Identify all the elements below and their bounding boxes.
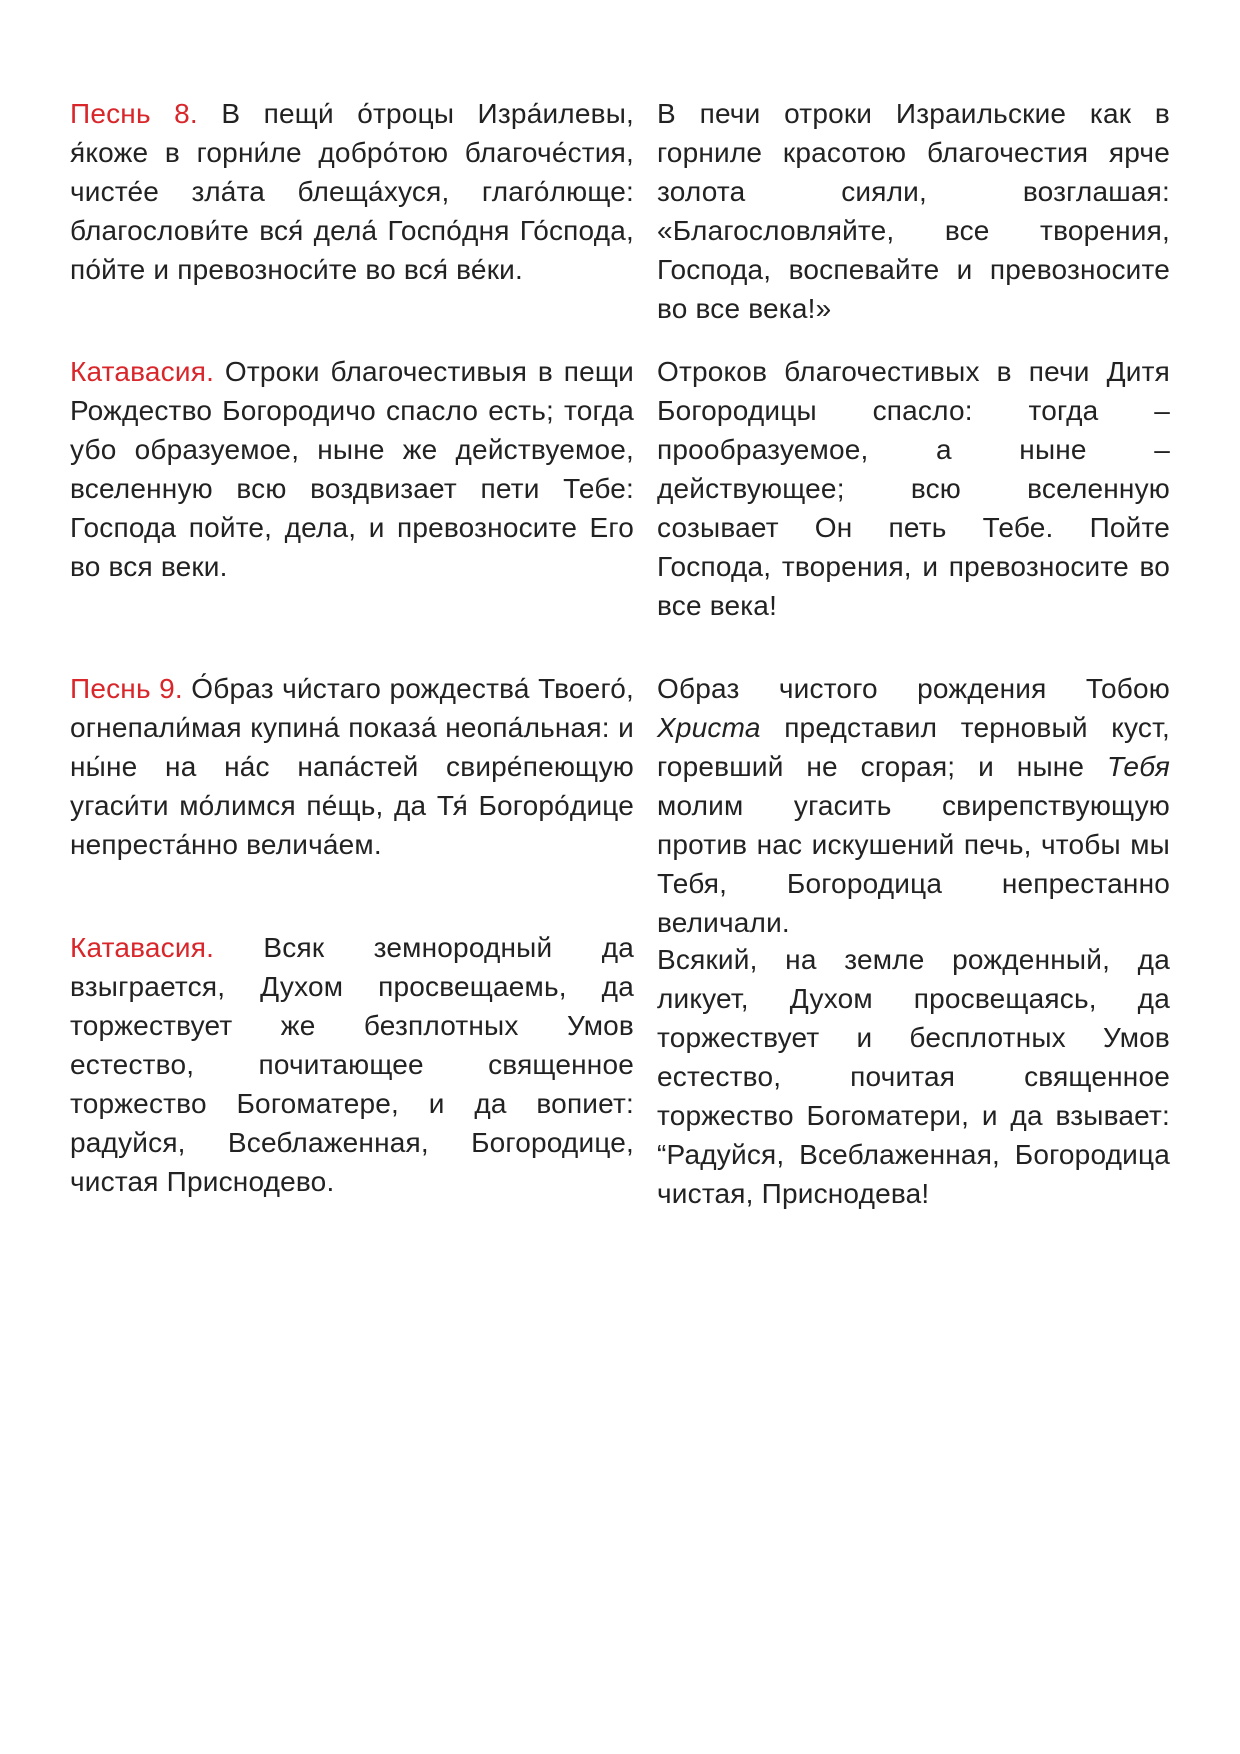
- canticle-9-russian-text-2: представил терновый куст, горевший не сгорая; и ныне: [657, 712, 1170, 782]
- katavasia-8-label: Катавасия.: [70, 356, 215, 387]
- canticle-8-russian-text: В печи отроки Израильские как в горниле красотою благочестия ярче золота сияли, возглашая: «Благословляйте, все творения, Господа, воспевайте и превозносите во все века!»: [657, 98, 1170, 324]
- canticle-8-russian: [657, 94, 1170, 328]
- canticle-8-church-slavonic: [70, 94, 634, 289]
- katavasia-9-russian-text: Всякий, на земле рожденный, да ликует, Духом просвещаясь, да торжествует и бесплотных Умов естество, почитая священное торжество Богоматери, и да взывает: “Радуйся, Всеблаженная, Богородица чистая, Приснодева!: [657, 944, 1170, 1209]
- katavasia-9-russian: [657, 940, 1170, 1213]
- canticle-9-church-text: О́браз чи́стаго рождества́ Твоего́, огнепали́мая купина́ показа́ неопа́льная: и ны́не на на́с напа́стей свире́пеющую угаси́ти мо́лимся пе́щь, да Тя́ Богоро́дице непреста́нно велича́ем.: [70, 673, 635, 860]
- katavasia-8-russian: [657, 352, 1170, 625]
- katavasia-8-church-text: Отроки благочестивыя в пещи Рождество Богородичо спасло есть; тогда убо образуемое, ныне же действуемое, вселенную всю воздвизает пети Тебе: Господа пойте, дела, и превозносите Его во вся веки.: [70, 356, 634, 582]
- katavasia-9-church-text: Всяк земнородный да взыграется, Духом просвещаемь, да торжествует же безплотных Умов естество, почитающее священное торжество Богоматере, и да вопиет: радуйся, Всеблаженная, Богородице, чистая Приснодево.: [70, 932, 634, 1197]
- canticle-9-russian-italic-1: Христа: [657, 712, 761, 743]
- canticle-9-label: Песнь 9.: [70, 673, 183, 704]
- canticle-8-label: Песнь 8.: [70, 98, 198, 129]
- canticle-9-russian-text-3: молим угасить свирепствующую против нас искушений печь, чтобы мы Тебя, Богородица непрестанно величали.: [657, 790, 1170, 938]
- katavasia-9-label: Катавасия.: [70, 932, 215, 963]
- canticle-9-church-slavonic: [70, 669, 634, 864]
- katavasia-8-church-slavonic: [70, 352, 634, 586]
- katavasia-8-russian-text: Отроков благочестивых в печи Дитя Богородицы спасло: тогда – прообразуемое, а ныне – действующее; всю вселенную созывает Он петь Тебе. Пойте Господа, творения, и превозносите во все века!: [657, 356, 1170, 621]
- canticle-9-russian-text-1: Образ чистого рождения Тобою: [657, 673, 1170, 704]
- canticle-9-russian: [657, 669, 1170, 942]
- katavasia-9-church-slavonic: [70, 928, 634, 1201]
- canticle-9-russian-italic-2: Тебя: [1107, 751, 1170, 782]
- canticle-8-church-text: В пещи́ о́троцы Изра́илевы, я́коже в горни́ле добро́тою благоче́стия, чисте́е зла́та блеща́хуся, глаго́люще: благослови́те вся́ дела́ Госпо́дня Го́спода, по́йте и превозноси́те во вся́ ве́ки.: [70, 98, 634, 285]
